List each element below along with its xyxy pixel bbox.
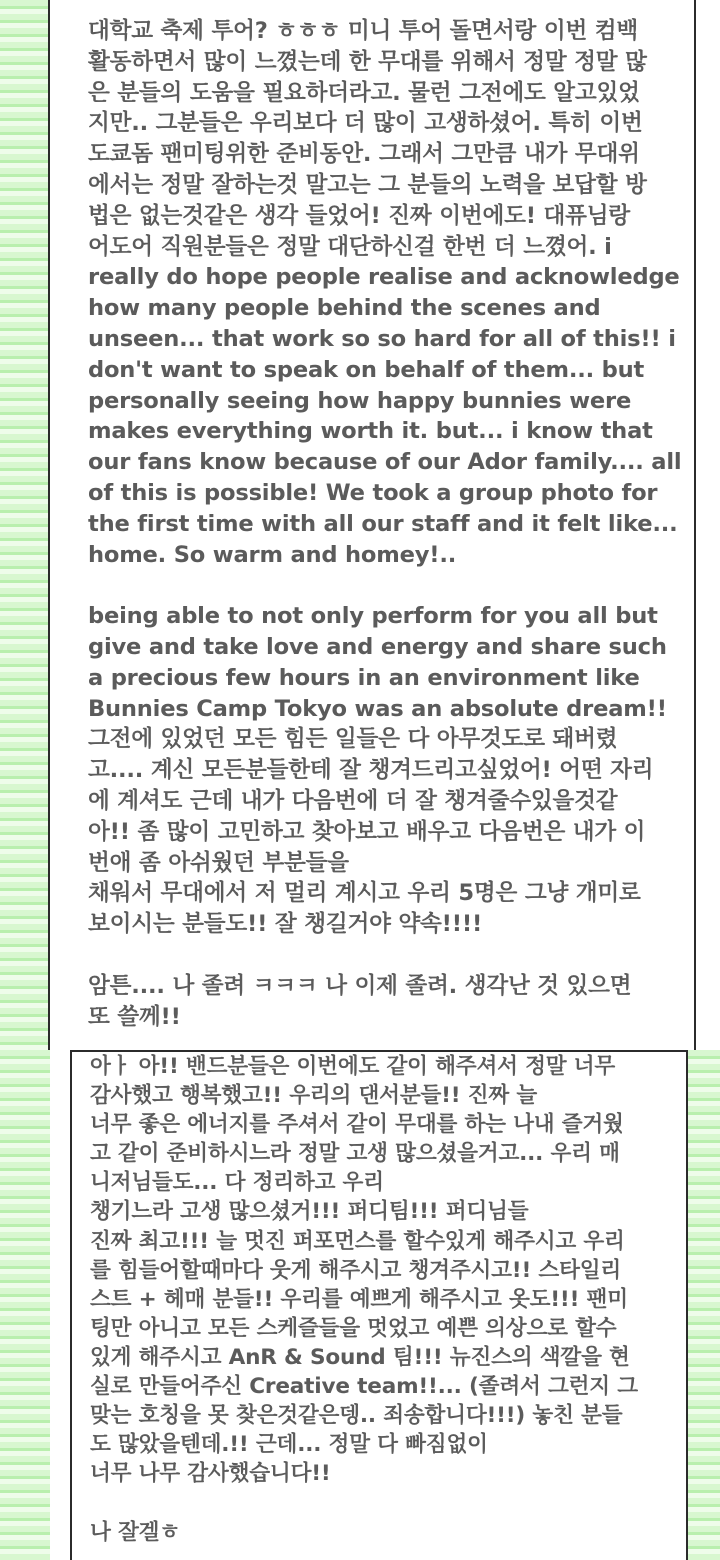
message-card-top: [48, 0, 696, 1050]
message-card-bottom: [70, 1050, 688, 1560]
paragraph: 아ㅏ 아!! 밴드분들은 이번에도 같이 해주셔서 정말 너무 감사했고 행복했고!! 우리의 댄서분들!! 진짜 늘 너무 좋은 에너지를 주셔서 같이 무대를 하는 나내 즐거웠 고 같이 준비하시느라 정말 고생 많으셨을거고... 우리 매 니저님들도... 다 정리하고 우리 챙기느라 고생 많으셨거!!! 퍼디팀!!! 퍼디님들 진짜 최고!!! 늘 멋진 퍼포먼스를 할수있게 해주시고 우리 를 힘들어할때마다 웃게 해주시고 챙겨주시고!! 스타일리 스트 + 헤매 분들!! 우리를 예쁘게 해주시고 옷도!!! 팬미 팅만 아니고 모든 스케즐들을 멋었고 예쁜 의상으로 할수 있게 해주시고 AnR & Sound 팀!!! 뉴진스의 색깔을 현 실로 만들어주신 Creative team!!... (졸려서 그런지 그 맞는 호칭을 못 찾은것같은뎅.. 죄송합니다!!!) 놓친 분들 도 많았을텐데.!! 근데... 정말 다 빠짐없이 너무 나무 감사했습니다!!: [90, 1054, 638, 1487]
message-text-top: [88, 16, 681, 1032]
paragraph: being able to not only perform for you all but give and take love and energy and share such a precious few hours in an environment like Bunnies Camp Tokyo was an absolute dream!! 그전에 있었던 모든 힘든 일들은 다 아무것도로 돼버렸 고.... 계신 모든분들한테 잘 챙겨드리고싶었어! 어떤 자리 에 계셔도 근데 내가 다음번에 더 잘 챙겨줄수있을것같 아!! 좀 많이 고민하고 찾아보고 배우고 다음번은 내가 이 번애 좀 아쉬웠던 부분들을 채워서 무대에서 저 멀리 계시고 우리 5명은 그냥 개미로 보이시는 분들도!! 잘 챙길거야 약속!!!!: [88, 603, 667, 938]
paragraph: 나 잘겔ㅎ: [90, 1519, 180, 1545]
message-text-bottom: [90, 1052, 638, 1547]
paragraph: 암튼.... 나 졸려 ㅋㅋㅋ 나 이제 졸려. 생각난 것 있으면 또 쓸께!!: [88, 972, 632, 1030]
paragraph: 대학교 축제 투어? ㅎㅎㅎ 미니 투어 돌면서랑 이번 컴백 활동하면서 많이 느꼈는데 한 무대를 위해서 정말 정말 많 은 분들의 도움을 필요하더라고. 물런 그전에도 알고있었 지만.. 그분들은 우리보다 더 많이 고생하셨어. 특히 이번 도쿄돔 팬미팅위한 준비동안. 그래서 그만큼 내가 무대위 에서는 정말 잘하는것 말고는 그 분들의 노력을 보답할 방 법은 없는것같은 생각 들었어! 진짜 이번에도! 대퓨님랑 어도어 직원분들은 정말 대단하신걸 한번 더 느꼈어. i really do hope people realise and acknowledge how many people behind the scenes and unseen... that work so so hard for all of this!! i don't want to speak on behalf of them... but personally seeing how happy bunnies were makes everything worth it. but... i know that our fans know because of our Ador family.... all of this is possible! We took a group photo for the first time with all our staff and it felt like... home. So warm and homey!..: [88, 18, 682, 568]
left-decor-stripe-lower: [0, 1050, 50, 1560]
left-decor-stripe: [0, 0, 50, 1050]
